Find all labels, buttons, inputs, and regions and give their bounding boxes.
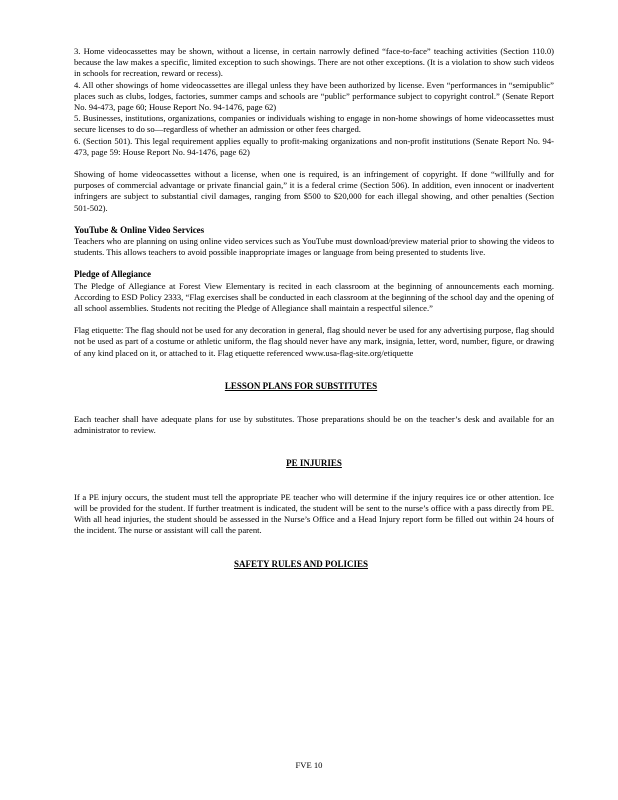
page-content — [74, 46, 554, 570]
pledge-heading: Pledge of Allegiance — [74, 269, 151, 280]
pe-injuries-heading — [74, 458, 554, 469]
safety-heading-text: SAFETY RULES AND POLICIES — [234, 558, 368, 569]
youtube-heading: YouTube & Online Video Services — [74, 224, 205, 235]
page-footer: FVE 10 — [295, 760, 323, 770]
paragraph-item-4: 4. All other showings of home videocassettes are illegal unless they have been authorized by license. Even “performances in “semipublic” places such as clubs, lodges, factories, summer camps and schools are “public” performance subject to copyright control.” (Senate Report No. 94-473, page 60; House Report No. 94-1476, page 62) — [74, 79, 554, 113]
youtube-body: Teachers who are planning on using online video services such as YouTube must download/preview material prior to showing the videos to students. This allows teachers to avoid possible inappropriate images or language from being presented to students live. — [74, 236, 554, 258]
paragraph-item-6: 6. (Section 501). This legal requirement applies equally to profit-making organizations and non-profit institutions (Senate Report No. 94-473, page 59: House Report No. 94-1476, page 62) — [74, 135, 554, 157]
lesson-plans-body: Each teacher shall have adequate plans for use by substitutes. Those preparations should be on the teacher’s desk and available for an administrator to review. — [74, 414, 554, 436]
paragraph-item-3: 3. Home videocassettes may be shown, without a license, in certain narrowly defined “face-to-face” teaching activities (Section 110.0) because the law makes a specific, limited exception to such showings. There are not other exceptions. (It is a violation to show such videos in schools for recreation, reward or recess). — [74, 46, 554, 79]
lesson-plans-heading-text: LESSON PLANS FOR SUBSTITUTES — [224, 380, 378, 391]
pe-injuries-body: If a PE injury occurs, the student must tell the appropriate PE teacher who will determine if the injury requires ice or other attention. Ice will be provided for the student. If further treatment is indicated, the student will be sent to the nurse’s office with a pass directly from PE. With all head injuries, the student should be assessed in the Nurse’s Office and a Head Injury report form be filled out within 24 hours of the incident. The nurse or assistant will call the parent. — [74, 491, 554, 536]
pe-injuries-heading-text: PE INJURIES — [286, 458, 342, 469]
lesson-plans-heading — [74, 381, 554, 392]
paragraph-item-5: 5. Businesses, institutions, organizations, companies or individuals wishing to engage in non-home showings of home videocassettes must secure licenses to do so—regardless of whether an admission or other fees charged. — [74, 113, 554, 135]
pledge-body: The Pledge of Allegiance at Forest View Elementary is recited in each classroom at the beginning of announcements each morning. According to ESD Policy 2333, “Flag exercises shall be conducted in each classroom at the beginning of the school day and the opening of all school assemblies. Students not reciting the Pledge of Allegiance shall maintain a respectful silence.” — [74, 280, 554, 314]
safety-heading — [74, 559, 554, 570]
paragraph-showing: Showing of home videocassettes without a license, when one is required, is an infringement of copyright. If done “willfully and for purposes of commercial advantage or private financial gain,” it is a federal crime (Section 506). In addition, even innocent or inadvertent infringers are subject to substantial civil damages, ranging from $500 to $20,000 for each illegal showing, and other penalties (Section 501-502). — [74, 169, 554, 213]
flag-etiquette: Flag etiquette: The flag should not be used for any decoration in general, flag should never be used for any advertising purpose, flag should not be used as part of a costume or athletic uniform, the flag should never have any mark, insignia, letter, word, number, figure, or drawing of any kind placed on it, or attached to it. Flag etiquette referenced www.usa-flag-site.org/etiquette — [74, 325, 554, 358]
